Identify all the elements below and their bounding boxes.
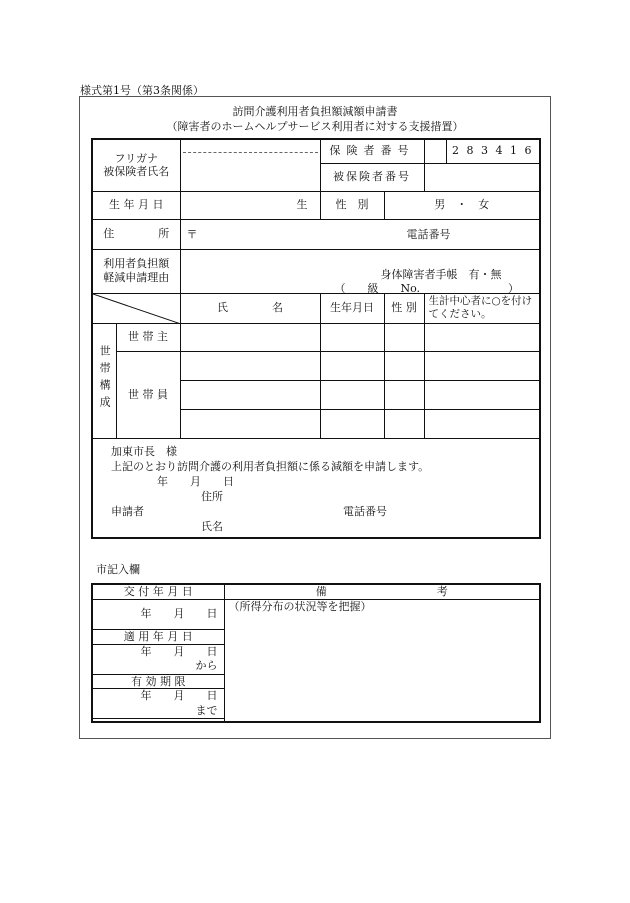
- remarks-label: 備 考: [224, 584, 540, 599]
- birthdate-field[interactable]: [180, 191, 320, 219]
- household-label: 世帯構成: [98, 344, 112, 413]
- application-statement: [92, 438, 540, 538]
- applicant-address-label: 住所: [201, 489, 223, 503]
- reason-field[interactable]: [180, 249, 540, 293]
- member-name-field[interactable]: [180, 351, 320, 380]
- household-header-name: 氏 名: [180, 293, 320, 323]
- member-gender-field[interactable]: [384, 380, 424, 409]
- birth-suffix: 生: [296, 198, 308, 212]
- insured-number-label: 被保険者番号: [320, 163, 424, 191]
- reason-label-cell: [92, 249, 180, 293]
- apply-date-label: 適 用 年 月 日: [92, 629, 224, 644]
- address-label: 住 所: [92, 219, 180, 249]
- application-sentence: 上記のとおり訪問介護の利用者負担額に係る減額を申請します。: [111, 459, 430, 473]
- member-birth-field[interactable]: [320, 380, 384, 409]
- applicant-phone-label: 電話番号: [343, 504, 387, 518]
- city-use-table: [91, 583, 541, 723]
- member-name-field[interactable]: [180, 380, 320, 409]
- applicant-label: 申請者: [111, 504, 144, 518]
- diagonal-header-cell: [92, 293, 180, 323]
- city-section-label: 市記入欄: [96, 563, 140, 576]
- household-header-gender: 性 別: [384, 293, 424, 323]
- furigana-label: フリガナ: [114, 151, 158, 165]
- diagonal-line: [93, 294, 181, 324]
- member-note-field[interactable]: [424, 351, 540, 380]
- insured-name-field[interactable]: [180, 139, 320, 191]
- gender-label: 性 別: [320, 191, 384, 219]
- insurer-number-value: 2 8 3 4 1 6: [446, 139, 540, 163]
- householder-name-field[interactable]: [180, 323, 320, 351]
- phone-label: 電話番号: [406, 227, 451, 241]
- member-name-field[interactable]: [180, 409, 320, 438]
- member-gender-field[interactable]: [384, 351, 424, 380]
- member-label: 世 帯 員: [116, 351, 180, 438]
- member-birth-field[interactable]: [320, 351, 384, 380]
- remarks-field[interactable]: [224, 599, 540, 722]
- address-field[interactable]: [180, 219, 540, 249]
- member-gender-field[interactable]: [384, 409, 424, 438]
- name-label-cell: [92, 139, 180, 191]
- postal-mark: 〒: [186, 227, 198, 241]
- application-date[interactable]: 年 月 日: [157, 474, 234, 488]
- insurer-number-blank: [424, 139, 446, 163]
- issue-date-field[interactable]: 年 月 日: [92, 599, 224, 629]
- householder-note-field[interactable]: [424, 323, 540, 351]
- disability-grade: （ 級 No. ）: [334, 281, 520, 295]
- remarks-note: （所得分布の状況等を把握）: [228, 599, 372, 613]
- mayor-address: 加東市長 様: [111, 444, 177, 458]
- member-birth-field[interactable]: [320, 409, 384, 438]
- valid-period-label: 有 効 期 限: [92, 674, 224, 689]
- apply-date-ymd: 年 月 日: [140, 644, 218, 658]
- householder-birth-field[interactable]: [320, 323, 384, 351]
- application-table: [91, 138, 541, 539]
- insured-name-label: 被保険者氏名: [103, 165, 170, 179]
- gender-options[interactable]: 男 ・ 女: [384, 191, 540, 219]
- member-note-field[interactable]: [424, 380, 540, 409]
- household-label-cell: [92, 323, 116, 438]
- member-note-field[interactable]: [424, 409, 540, 438]
- householder-label: 世 帯 主: [116, 323, 180, 351]
- form-title: 訪問介護利用者負担額減額申請書: [232, 105, 398, 118]
- insured-number-field[interactable]: [424, 163, 540, 191]
- issue-date-label: 交 付 年 月 日: [92, 584, 224, 599]
- apply-from: から: [195, 659, 218, 672]
- apply-date-field[interactable]: [92, 644, 224, 674]
- reason-label-2: 軽減申請理由: [103, 271, 170, 284]
- form-subtitle: （障害者のホームヘルプサービス利用者に対する支援措置）: [166, 120, 464, 133]
- householder-gender-field[interactable]: [384, 323, 424, 351]
- valid-period-field[interactable]: [92, 689, 224, 719]
- insurer-number-label: 保険者番号: [320, 139, 424, 163]
- household-header-birth: 生年月日: [320, 293, 384, 323]
- valid-until: まで: [195, 703, 218, 717]
- birthdate-label: 生 年 月 日: [92, 191, 180, 219]
- applicant-name-label: 氏名: [201, 519, 223, 533]
- disability-line: 身体障害者手帳 有・無: [380, 267, 502, 281]
- reason-label-1: 利用者負担額: [103, 257, 170, 271]
- valid-ymd: 年 月 日: [140, 689, 218, 703]
- household-header-note: 生計中心者に○を付けてください。: [424, 293, 540, 323]
- form-number: 様式第1号（第3条関係）: [80, 84, 204, 97]
